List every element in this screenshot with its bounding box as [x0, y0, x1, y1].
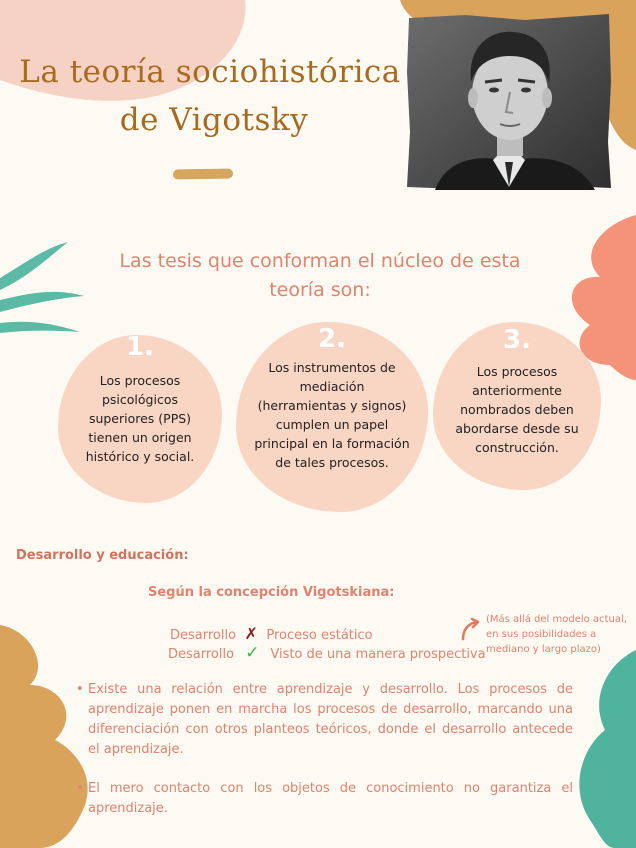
page-title	[0, 48, 420, 144]
bullet-text-1: Existe una relación entre aprendizaje y desarrollo. Los procesos de aprendizaje ponen en marcha los procesos de desarrollo, marcando una diferenciación con otros planteos teóricos, donde el desarrollo antecede el aprendizaje.	[88, 682, 573, 757]
concept-heading: Según la concepción Vigotskiana:	[148, 585, 395, 600]
bullet-dot-icon: •	[76, 781, 84, 796]
teal-leaves-left	[0, 238, 90, 333]
cross-icon: ✗	[244, 624, 258, 643]
vigotsky-portrait-photo	[405, 12, 613, 192]
row-1-right-label: Proceso estático	[266, 628, 373, 643]
check-icon: ✓	[245, 643, 260, 663]
bullet-dot-icon: •	[76, 682, 84, 697]
bullet-item-2	[76, 779, 573, 819]
thesis-bubble-1	[58, 332, 222, 503]
thesis-bubble-2	[236, 322, 428, 512]
thesis-text-3: Los procesos anteriormente nombrados deben abordarse desde su construcción.	[455, 364, 579, 455]
curved-arrow-icon	[459, 617, 483, 641]
row-1-left-label: Desarrollo	[170, 628, 237, 643]
row-2-right-label: Visto de una manera prospectiva	[270, 647, 486, 662]
title-line-1: La teoría sociohistórica	[19, 54, 401, 90]
thesis-number-1: 1.	[126, 332, 154, 362]
title-line-2: de Vigotsky	[119, 102, 309, 138]
thesis-text-1: Los procesos psicológicos superiores (PPS) tienen un origen histórico y social.	[85, 373, 195, 464]
thesis-number-2: 2.	[318, 324, 346, 354]
bullet-text-2: El mero contacto con los objetos de conocimiento no garantiza el aprendizaje.	[88, 781, 573, 816]
thesis-number-3: 3.	[503, 325, 531, 355]
thesis-bubble-3	[433, 322, 601, 490]
bullet-item-1	[76, 680, 573, 760]
thesis-text-2: Los instrumentos de mediación (herramientas y signos) cumplen un papel principal en la formación de tales procesos.	[254, 360, 410, 470]
section-heading: Desarrollo y educación:	[16, 548, 189, 563]
row-2-left-label: Desarrollo	[168, 647, 235, 662]
teal-blob-bottom-right	[565, 650, 636, 848]
theses-intro: Las tesis que conforman el núcleo de esta teoría son:	[119, 250, 521, 301]
title-underline	[173, 168, 233, 179]
development-row-static	[170, 624, 373, 643]
development-row-prospective	[168, 643, 486, 663]
side-note: (Más allá del modelo actual, en sus posibilidades a mediano y largo plazo)	[486, 614, 627, 655]
